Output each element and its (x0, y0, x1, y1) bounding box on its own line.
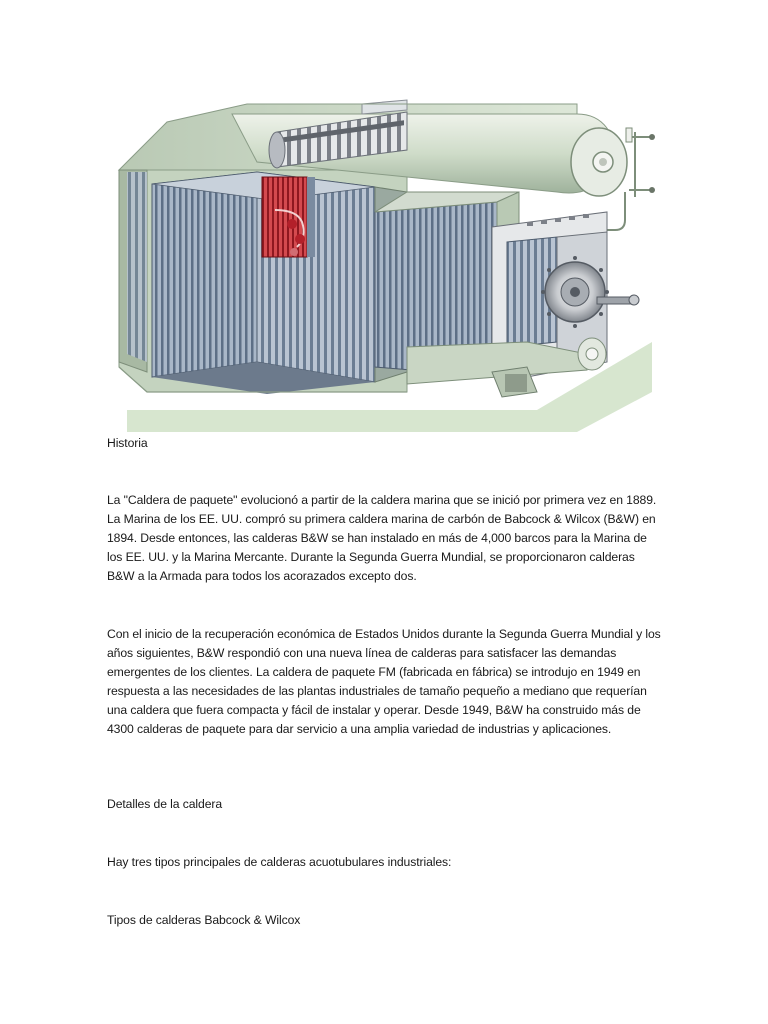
heading-historia: Historia (107, 436, 148, 450)
package-boiler-illustration (107, 92, 660, 432)
red-tube-bank (262, 177, 315, 257)
paragraph-history-marine: La "Caldera de paquete" evolucionó a partir de la caldera marina que se inició por primera vez en 1889. La Marina de los EE. UU. compró su primera caldera marina de carbón de Babcock & Wilcox (B&W) en 1894. Desde entonces, las calderas B&W se han instalado en más de 4,000 barcos para la Marina de los EE. UU. y la Marina Mercante. Durante la Segunda Guerra Mundial, se proporcionaron calderas B&W a la Armada para todos los acorazados excepto dos. (107, 493, 657, 583)
heading-tipos: Tipos de calderas Babcock & Wilcox (107, 913, 301, 927)
heading-detalles: Detalles de la caldera (107, 797, 223, 811)
paragraph-tipos-intro: Hay tres tipos principales de calderas acuotubulares industriales: (107, 855, 452, 869)
paragraph-history-fm: Con el inicio de la recuperación económica de Estados Unidos durante la Segunda Guerra Mundial y los años siguientes, B&W respondió con una nueva línea de calderas para satisfacer las demandas emergentes de los clientes. La caldera de paquete FM (fabricada en fábrica) se introdujo en 1949 en respuesta a las necesidades de las plantas industriales de tamaño pequeño a mediano que requerían una caldera que fuera compacta y fácil de instalar y operar. Desde 1949, B&W ha construido más de 4300 calderas de paquete para dar servicio a una amplia variedad de industrias y aplicaciones. (107, 627, 661, 736)
